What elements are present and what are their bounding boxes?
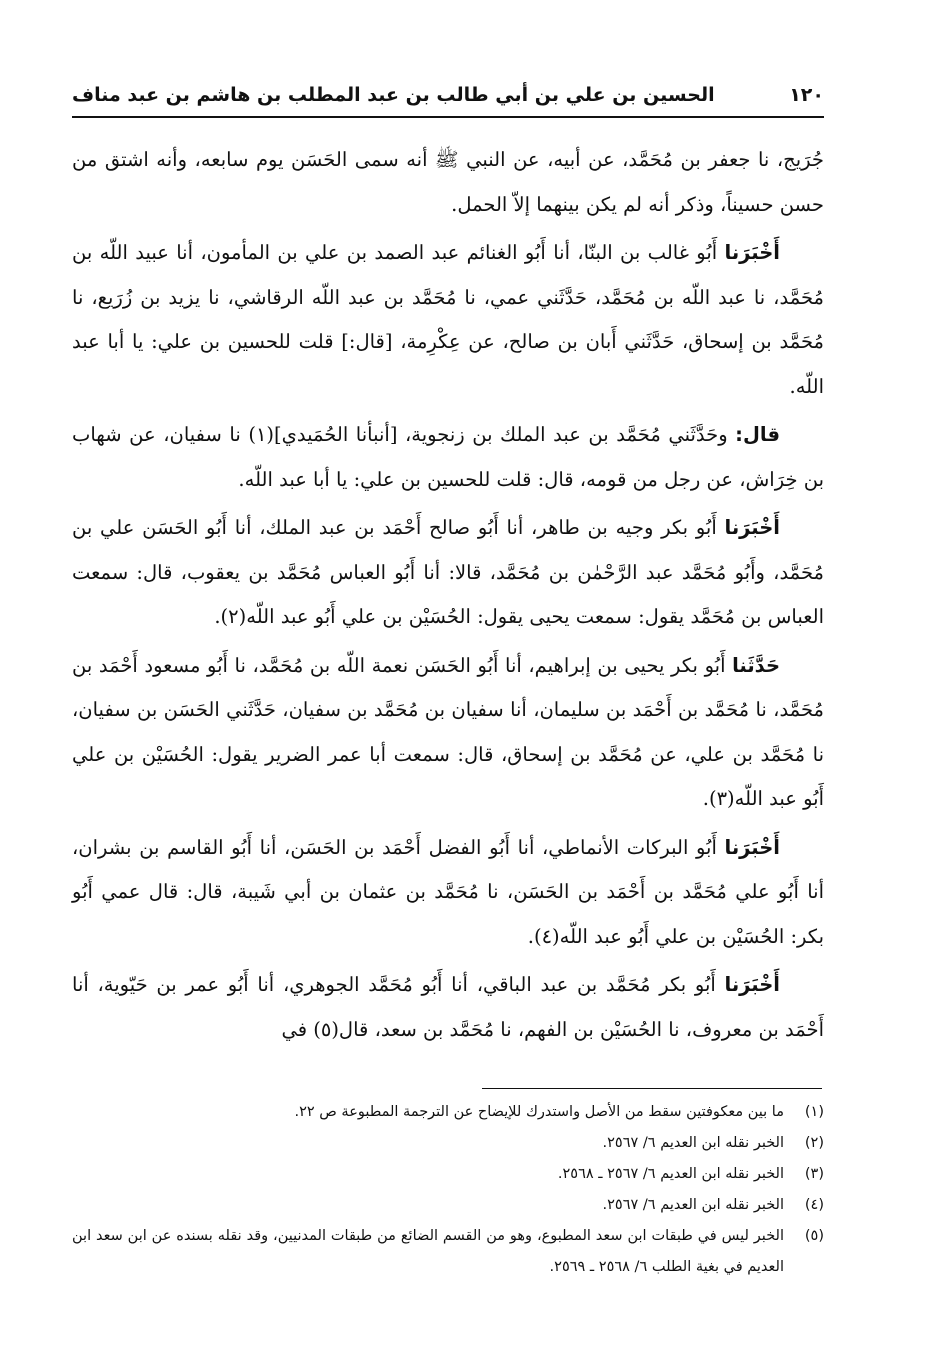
paragraph-text: أَبُو بكر يحيى بن إبراهيم، أنا أَبُو الحَسَن نعمة اللّه بن مُحَمَّد، نا أَبُو مسعود أَحْمَد بن مُحَمَّد، نا مُحَمَّد بن أَحْمَد بن سليمان، أنا سفيان بن مُحَمَّد بن سفيان، حَدَّثَني الحَسَن بن سفيان، نا مُحَمَّد بن علي، عن مُحَمَّد بن إسحاق، قال: سمعت أبا عمر الضرير يقول: الحُسَيْن بن علي أَبُو عبد اللّه(٣). bbox=[72, 653, 824, 810]
footnote bbox=[72, 1221, 824, 1283]
footnote-number: (٥) bbox=[804, 1228, 824, 1244]
footnote bbox=[72, 1159, 824, 1190]
main-text bbox=[72, 138, 824, 1056]
footnote-number: (٤) bbox=[804, 1197, 824, 1213]
footnote-number: (٢) bbox=[804, 1135, 824, 1151]
footnote-text: الخبر ليس في طبقات ابن سعد المطبوع، وهو من القسم الضائع من طبقات المدنيين، وقد نقله بسنده عن ابن سعد ابن العديم في بغية الطلب ٦/ ٢٥٦٨ ـ ٢٥٦٩. bbox=[72, 1228, 784, 1275]
footnote-number: (١) bbox=[804, 1104, 824, 1120]
paragraph bbox=[72, 413, 824, 502]
paragraph-lead: أَخْبَرَنا bbox=[724, 241, 780, 264]
paragraph bbox=[72, 963, 824, 1052]
paragraph-text: أَبُو البركات الأنماطي، أنا أَبُو الفضل أَحْمَد بن الحَسَن، أنا أَبُو القاسم بن بشران، أنا أَبُو علي مُحَمَّد بن أَحْمَد بن الحَسَن، نا مُحَمَّد بن عثمان بن أبي شَيبة، قال: قال عمي أَبُو بكر: الحُسَيْن بن علي أَبُو عبد اللّه(٤). bbox=[72, 835, 824, 948]
footnote-number: (٣) bbox=[804, 1166, 824, 1182]
paragraph-lead: أَخْبَرَنا bbox=[724, 835, 780, 859]
header-rule bbox=[72, 116, 824, 118]
page-number: ١٢٠ bbox=[789, 84, 824, 106]
page-header bbox=[72, 78, 824, 112]
paragraph-text: أَبُو غالب بن البنّا، أنا أَبُو الغنائم عبد الصمد بن علي بن المأمون، أنا عبيد اللّه بن مُحَمَّد، نا عبد اللّه بن مُحَمَّد، حَدَّثَني عمي، نا مُحَمَّد بن عبد اللّه الرقاشي، نا يزيد بن زُرَيع، نا مُحَمَّد بن إسحاق، حَدَّثَني أَبان بن صالح، عن عِكْرِمة، [قال:] قلت للحسين بن علي: يا أبا عبد اللّه. bbox=[72, 241, 824, 398]
footnote bbox=[72, 1097, 824, 1128]
paragraph-lead: أَخْبَرَنا bbox=[724, 516, 780, 539]
paragraph-text: جُرَيج، نا جعفر بن مُحَمَّد، عن أبيه، عن النبي ﷺ أنه سمى الحَسَن يوم سابعه، وأنه اشتق من حسن حسيناً، وذكر أنه لم يكن بينهما إلاّ الحمل. bbox=[72, 148, 824, 216]
paragraph bbox=[72, 506, 824, 640]
paragraph-lead: قال: bbox=[735, 423, 780, 446]
paragraph-text: أَبُو بكر وجيه بن طاهر، أنا أَبُو صالح أَحْمَد بن عبد الملك، أنا أَبُو الحَسَن علي بن مُحَمَّد، وأَبُو مُحَمَّد عبد الرَّحْمٰن بن مُحَمَّد، قالا: أنا أَبُو العباس مُحَمَّد بن يعقوب، قال: سمعت العباس بن مُحَمَّد يقول: سمعت يحيى يقول: الحُسَيْن بن علي أَبُو عبد اللّه(٢). bbox=[72, 516, 824, 628]
paragraph bbox=[72, 231, 824, 409]
paragraph-text: وحَدَّثَني مُحَمَّد بن عبد الملك بن زنجوية، [أنبأنا الحُمَيدي](١) نا سفيان، عن شهاب بن خِرَاش، عن رجل من قومه، قال: قلت للحسين بن علي: يا أبا عبد اللّه. bbox=[72, 423, 824, 491]
footnote-text: الخبر نقله ابن العديم ٦/ ٢٥٦٧. bbox=[602, 1197, 784, 1213]
paragraph-lead: حَدَّثَنا bbox=[732, 653, 780, 677]
footnotes bbox=[72, 1097, 824, 1283]
paragraph-lead: أَخْبَرَنا bbox=[724, 973, 780, 996]
footnote bbox=[72, 1128, 824, 1159]
footnote bbox=[72, 1190, 824, 1221]
paragraph bbox=[72, 826, 824, 960]
footnote-text: ما بين معكوفتين سقط من الأصل واستدرك للإيضاح عن الترجمة المطبوعة ص ٢٢. bbox=[294, 1104, 784, 1120]
paragraph bbox=[72, 138, 824, 227]
footnote-rule bbox=[482, 1088, 822, 1089]
paragraph bbox=[72, 644, 824, 822]
paragraph-text: أَبُو بكر مُحَمَّد بن عبد الباقي، أنا أَبُو مُحَمَّد الجوهري، أنا أَبُو عمر بن حَيّوية، أنا أَحْمَد بن معروف، نا الحُسَيْن بن الفهم، نا مُحَمَّد بن سعد، قال(٥) في bbox=[72, 973, 824, 1041]
footnote-text: الخبر نقله ابن العديم ٦/ ٢٥٦٧ ـ ٢٥٦٨. bbox=[557, 1166, 784, 1182]
running-title: الحسين بن علي بن أبي طالب بن عبد المطلب بن هاشم بن عبد مناف bbox=[72, 84, 715, 106]
footnote-text: الخبر نقله ابن العديم ٦/ ٢٥٦٧. bbox=[602, 1135, 784, 1151]
